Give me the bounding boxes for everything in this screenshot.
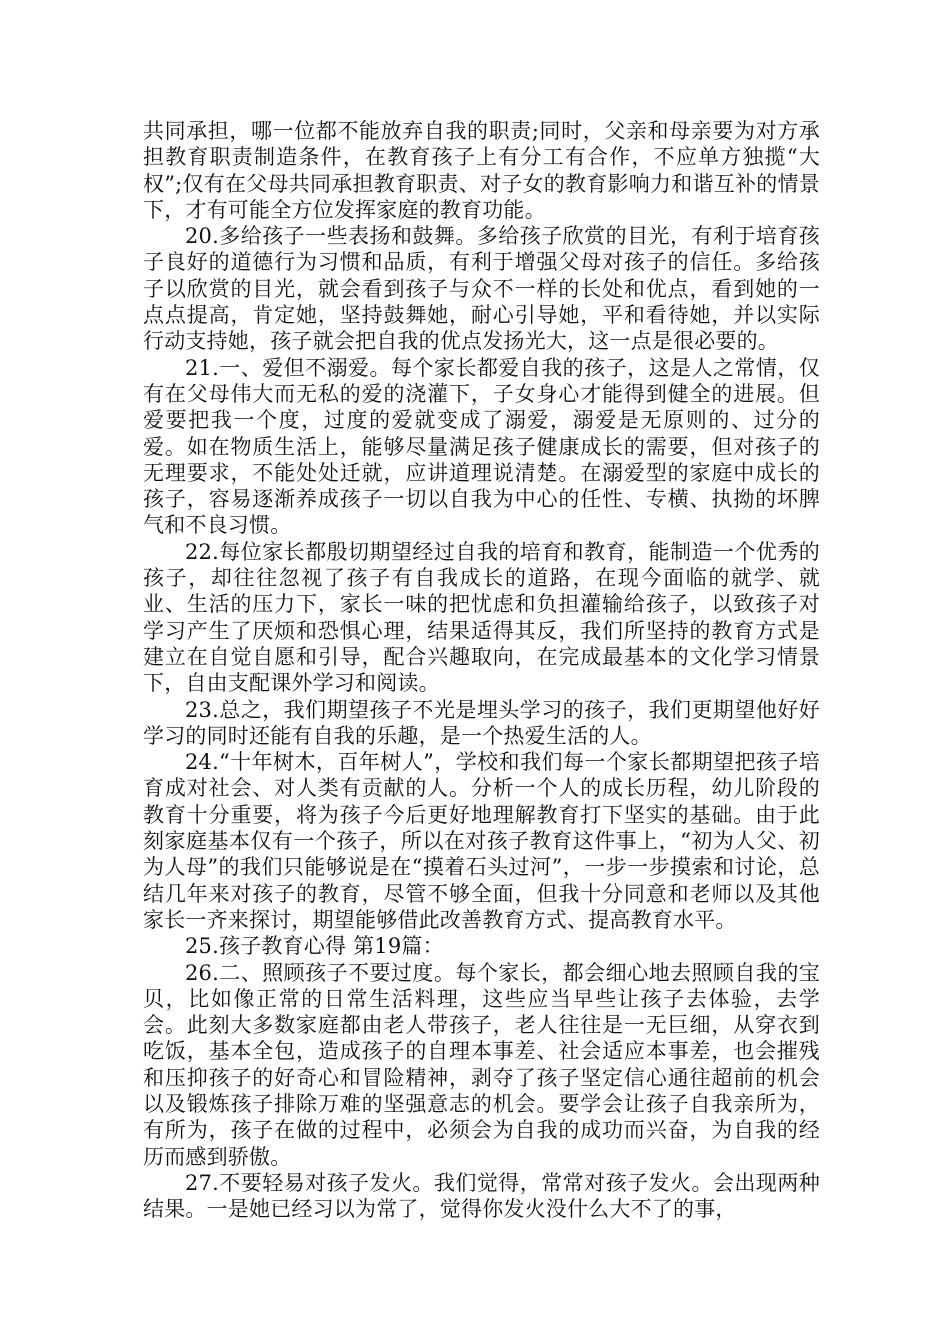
paragraph-24: 24.“十年树木，百年树人”，学校和我们每一个家长都期望把孩子培育成对社会、对人类有贡献的人。分析一个人的成长历程，幼儿阶段的教育十分重要，将为孩子今后更好地理解教育打下坚实的基础。由于此刻家庭基本仅有一个孩子，所以在对孩子教育这件事上，“初为人父、初为人母”的我们只能够说是在“摸着石头过河”，一步一步摸索和讨论，总结几年来对孩子的教育，尽管不够全面，但我十分同意和老师以及其他家长一齐来探讨，期望能够借此改善教育方式、提高教育水平。 bbox=[143, 750, 820, 932]
paragraph-23: 23.总之，我们期望孩子不光是埋头学习的孩子，我们更期望他好好学习的同时还能有自我的乐趣，是一个热爱生活的人。 bbox=[143, 697, 820, 748]
paragraph-continuation: 共同承担，哪一位都不能放弃自我的职责;同时，父亲和母亲要为对方承担教育职责制造条件，在教育孩子上有分工有合作，不应单方独揽“大权”;仅有在父母共同承担教育职责、对子女的教育影响力和谐互补的情景下，才有可能全方位发挥家庭的教育功能。 bbox=[143, 119, 820, 222]
paragraph-26: 26.二、照顾孩子不要过度。每个家长，都会细心地去照顾自我的宝贝，比如像正常的日常生活料理，这些应当早些让孩子去体验，去学会。此刻大多数家庭都由老人带孩子，老人往往是一无巨细，从穿衣到吃饭，基本全包，造成孩子的自理本事差、社会适应本事差，也会摧残和压抑孩子的好奇心和冒险精神，剥夺了孩子坚定信心通往超前的机会以及锻炼孩子排除万难的坚强意志的机会。要学会让孩子自我亲所为，有所为，孩子在做的过程中，必须会为自我的成功而兴奋，为自我的经历而感到骄傲。 bbox=[143, 960, 820, 1169]
paragraph-25-heading: 25.孩子教育心得 第19篇： bbox=[185, 934, 444, 959]
paragraph-20: 20.多给孩子一些表扬和鼓舞。多给孩子欣赏的目光，有利于培育孩子良好的道德行为习惯和品质，有利于增强父母对孩子的信任。多给孩子以欣赏的目光，就会看到孩子与众不一样的长处和优点，看到她的一点点提高，肯定她，坚持鼓舞她，耐心引导她，平和看待她，并以实际行动支持她，孩子就会把自我的优点发扬光大，这一点是很必要的。 bbox=[143, 224, 820, 354]
paragraph-27: 27.不要轻易对孩子发火。我们觉得，常常对孩子发火。会出现两种结果。一是她已经习以为常了，觉得你发火没什么大不了的事， bbox=[143, 1170, 820, 1222]
paragraph-21: 21.一、爱但不溺爱。每个家长都爱自我的孩子，这是人之常情，仅有在父母伟大而无私的爱的浇灌下，子女身心才能得到健全的进展。但爱要把我一个度，过度的爱就变成了溺爱，溺爱是无原则的、过分的爱。如在物质生活上，能够尽量满足孩子健康成长的需要，但对孩子的无理要求，不能处处迁就，应讲道理说清楚。在溺爱型的家庭中成长的孩子，容易逐渐养成孩子一切以自我为中心的任性、专横、执拗的坏脾气和不良习惯。 bbox=[143, 355, 820, 538]
paragraph-22: 22.每位家长都殷切期望经过自我的培育和教育，能制造一个优秀的孩子，却往往忽视了孩子有自我成长的道路，在现今面临的就学、就业、生活的压力下，家长一味的把忧虑和负担灌输给孩子，以致孩子对学习产生了厌烦和恐惧心理，结果适得其反，我们所坚持的教育方式是建立在自觉自愿和引导，配合兴趣取向，在完成最基本的文化学习情景下，自由支配课外学习和阅读。 bbox=[143, 539, 820, 696]
document-body bbox=[143, 118, 820, 1222]
